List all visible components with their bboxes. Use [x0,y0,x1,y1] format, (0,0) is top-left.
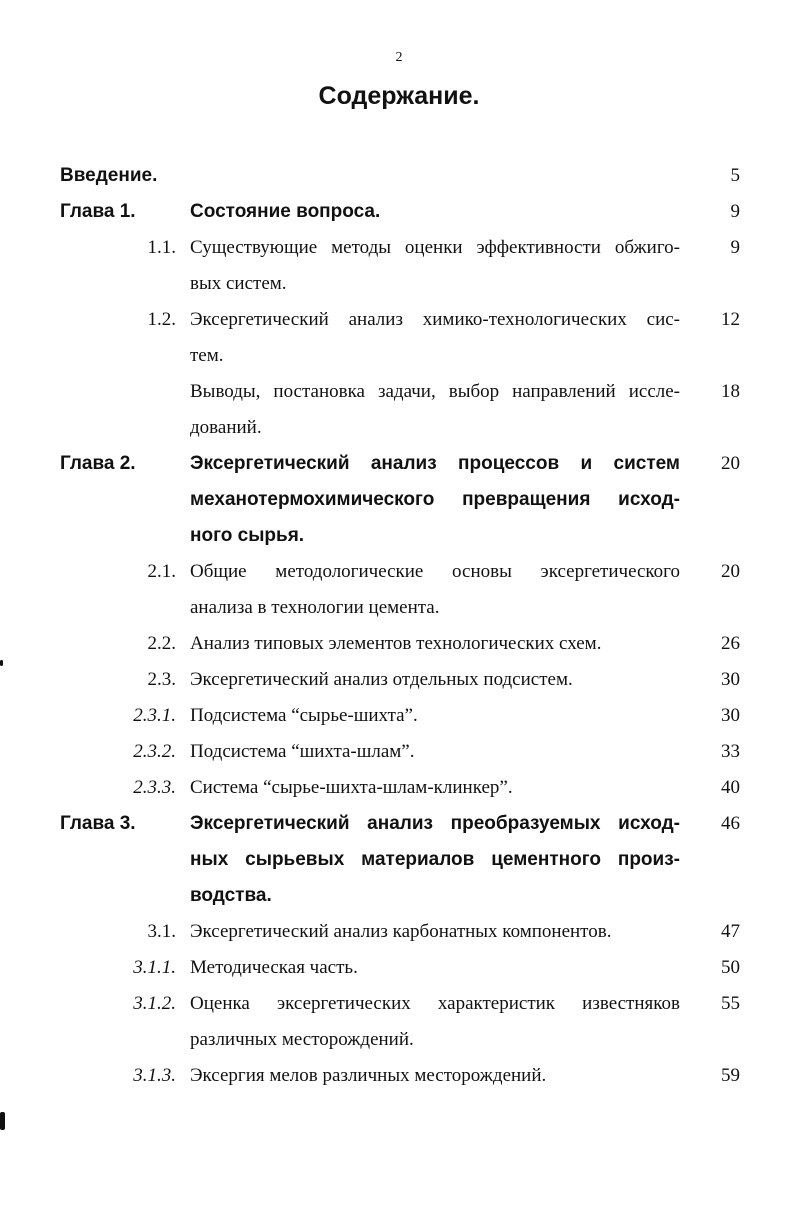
toc-label: 3.1.2. [133,993,176,1014]
toc-line: ных сырьевых материалов цементного произ- [190,849,680,870]
toc-page: 20 [721,453,740,474]
toc-label: 3.1.3. [133,1065,176,1086]
toc-title [190,230,680,302]
toc-line: механотермохимического превращения исход- [190,489,680,510]
toc-line: тем. [190,345,224,366]
toc-page: 18 [721,381,740,402]
toc-label: 1.2. [147,309,176,330]
toc-line: Оценка эксергетических характеристик известняков [190,993,680,1014]
toc-title [190,770,680,806]
toc-title [190,734,680,770]
toc-title [190,374,680,446]
toc-title [190,662,680,698]
toc-page: 47 [721,921,740,942]
toc-label: Глава 2. [60,453,136,474]
toc-page: 46 [721,813,740,834]
toc-line: Эксергетический анализ процессов и систем [190,453,680,474]
toc-label: 2.3.2. [133,741,176,762]
toc-label: 1.1. [147,237,176,258]
toc-page: 30 [721,669,740,690]
toc-label: Глава 3. [60,813,136,834]
toc-page: 59 [721,1065,740,1086]
toc-page: 12 [721,309,740,330]
toc-line: Общие методологические основы эксергетического [190,561,680,582]
toc-title [190,1058,680,1094]
toc-line: Выводы, постановка задачи, выбор направлений иссле- [190,381,680,402]
toc-title [190,194,680,230]
toc-line: Эксергетический анализ отдельных подсистем. [190,669,573,690]
toc-page: 33 [721,741,740,762]
toc-page: 9 [730,237,740,258]
toc-line: Состояние вопроса. [190,201,381,222]
page-title: Содержание. [318,82,480,110]
toc-line: Эксергетический анализ карбонатных компонентов. [190,921,612,942]
toc-label: 2.3.3. [133,777,176,798]
scan-mark [0,1112,5,1130]
toc-line: Эксергетический анализ химико-технологических сис- [190,309,680,330]
scan-mark [0,660,3,666]
toc-page: 9 [730,201,740,222]
toc-label: Введение. [60,165,158,186]
toc-line: водства. [190,885,272,906]
toc-line: Подсистема “шихта-шлам”. [190,741,415,762]
toc-page: 5 [730,165,740,186]
toc-line: Эксергия мелов различных месторождений. [190,1065,547,1086]
toc-label: 2.3. [147,669,176,690]
toc-line: различных месторождений. [190,1029,414,1050]
toc-line: дований. [190,417,262,438]
toc-title [190,626,680,662]
toc-line: Система “сырье-шихта-шлам-клинкер”. [190,777,513,798]
toc-page: 40 [721,777,740,798]
toc-title [190,806,680,914]
toc-title [190,950,680,986]
toc-line: Анализ типовых элементов технологических схем. [190,633,602,654]
toc-label: 2.3.1. [133,705,176,726]
toc-title [190,302,680,374]
toc-label: 3.1.1. [133,957,176,978]
toc-title [190,986,680,1058]
toc-line: Методическая часть. [190,957,358,978]
toc-page: 50 [721,957,740,978]
toc-title [190,698,680,734]
toc-line: Существующие методы оценки эффективности обжиго- [190,237,680,258]
toc-line: Подсистема “сырье-шихта”. [190,705,418,726]
toc-page: 30 [721,705,740,726]
toc-title [190,914,680,950]
toc-title [190,446,680,554]
toc-page: 55 [721,993,740,1014]
toc-line: Эксергетический анализ преобразуемых исход- [190,813,680,834]
toc-line: вых систем. [190,273,287,294]
toc-page: 20 [721,561,740,582]
toc-page: 26 [721,633,740,654]
toc-line: анализа в технологии цемента. [190,597,440,618]
page-number: 2 [395,50,403,65]
toc-title [190,554,680,626]
toc-line: ного сырья. [190,525,305,546]
toc-label: 2.2. [147,633,176,654]
toc-label: 2.1. [147,561,176,582]
toc-label: 3.1. [147,921,176,942]
toc-label: Глава 1. [60,201,136,222]
